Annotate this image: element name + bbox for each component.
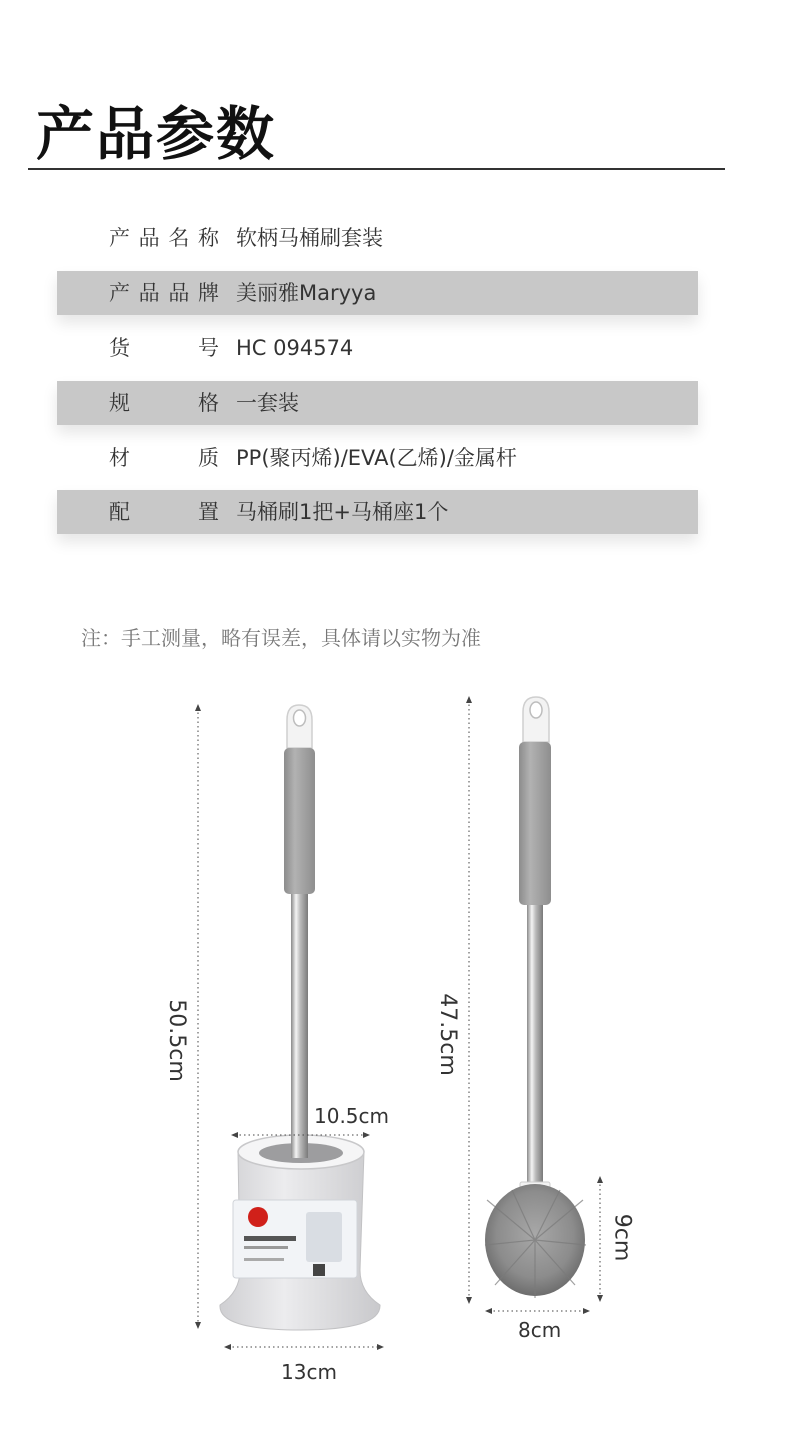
- spec-key: 材 质: [109, 446, 219, 470]
- spec-key: 产 品 名 称: [109, 226, 219, 250]
- spec-key: 配 置: [109, 500, 219, 524]
- page-title: 产品参数: [36, 100, 277, 168]
- spec-value: 一套装: [236, 391, 299, 415]
- measurement-note: 注：手工测量，略有误差，具体请以实物为准: [81, 626, 481, 650]
- dim-set-height: 50.5cm: [163, 999, 189, 1082]
- brush-with-holder: [220, 705, 380, 1330]
- spec-key: 货 号: [109, 336, 219, 360]
- dim-holder-top-width: 10.5cm: [314, 1104, 390, 1128]
- spec-value: 马桶刷1把+马桶座1个: [236, 500, 449, 524]
- spec-value: 美丽雅Maryya: [236, 281, 377, 305]
- dim-head-height: 9cm: [609, 1213, 635, 1262]
- spec-value: PP(聚丙烯)/EVA(乙烯)/金属杆: [236, 446, 517, 470]
- spec-key: 规 格: [109, 391, 219, 415]
- spec-key: 产 品 品 牌: [109, 281, 219, 305]
- spec-value: 软柄马桶刷套装: [236, 226, 383, 250]
- spec-value: HC 094574: [236, 336, 354, 360]
- dim-brush-length: 47.5cm: [434, 993, 460, 1076]
- dim-holder-base-width: 13cm: [281, 1360, 337, 1384]
- dim-head-width: 8cm: [518, 1318, 562, 1342]
- brush-standalone: [485, 697, 586, 1298]
